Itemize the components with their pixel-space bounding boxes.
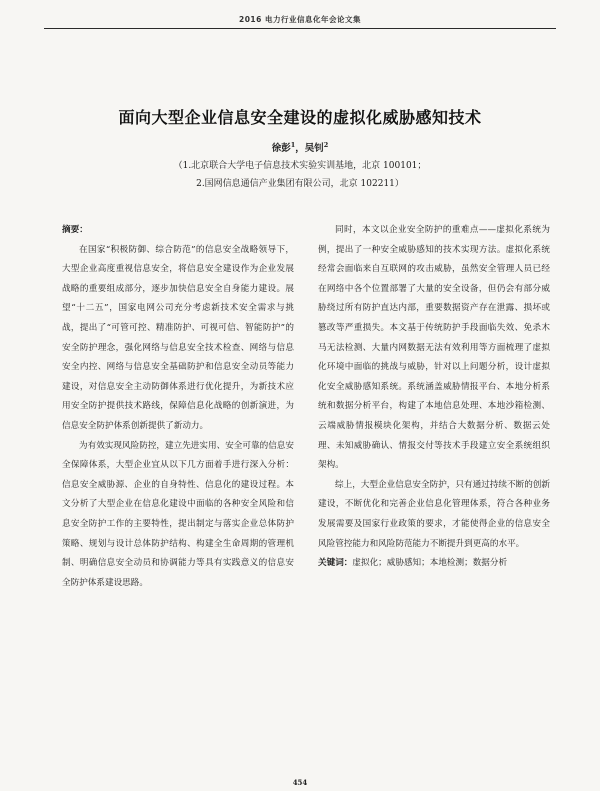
text-column-right [318, 221, 550, 701]
author-name: 吴钊 [304, 143, 324, 154]
abstract-heading: 摘要： [62, 225, 88, 235]
abstract-paragraph: 在国家“积极防御、综合防范”的信息安全战略领导下，大型企业高度重视信息安全，将信息安全建设作为企业发展战略的重要组成部分，逐步加快信息安全自身能力建设。展望“十二五”，国家电网公司充分考虑新技术安全需求与挑战，提出了“可管可控、精准防护、可视可信、智能防护”的安全防护理念，强化网络与信息安全技术检查、网络与信息安全内控、网络与信息安全基础防护和信息安全动员等能力建设，对信息安全主动防御体系进行优化提升，为新技术应用安全防护提供技术路线，保障信息化战略的创新演进，为信息安全防护体系创新提供了新动力。 [62, 244, 294, 431]
abstract-paragraph: 同时，本文以企业安全防护的重难点——虚拟化系统为例，提出了一种安全威胁感知的技术实现方法。虚拟化系统经常会面临来自互联网的攻击威胁，虽然安全管理人员已经在网络中各个位置部署了大量的安全设备，但仍会有部分威胁绕过所有防护直达内部，重要数据资产存在泄露、损坏或篡改等严重损失。本文基于传统防护手段面临失效、免杀木马无法检测、大量内网数据无法有效利用等方面梳理了虚拟化环境中面临的挑战与威胁，针对以上问题分析，设计虚拟化安全威胁感知系统。系统涵盖威胁情报平台、本地分析系统和数据分析平台，构建了本地信息处理、本地沙箱检测、云端威胁情报模块化架构，并结合大数据分析、数据云处理、未知威胁确认、情报交付等技术手段建立安全系统组织架构。 [318, 225, 550, 471]
author-sup: 1 [290, 140, 296, 149]
header-rule [44, 28, 556, 29]
text-column-left [62, 221, 294, 701]
paper-title: 面向大型企业信息安全建设的虚拟化威胁感知技术 [118, 108, 482, 127]
author-name: 徐彭 [271, 143, 291, 154]
running-header: 2016 电力行业信息化年会论文集 [239, 15, 361, 24]
author-line: 徐彭$^1$，吴钊$^2$ [271, 140, 329, 154]
abstract-paragraph: 为有效实现风险防控，建立先进实用、安全可靠的信息安全保障体系，大型企业宜从以下几方面着手进行深入分析：信息安全威胁源、企业的自身特性、信息化的建设过程。本文分析了大型企业在信息化建设中面临的各种安全风险和信息安全防护工作的主要特性，提出制定与落实企业总体防护策略、规划与设计总体防护结构、构建全生命周期的管理机制、明确信息安全动员和协调能力等具有实践意义的信息安全防护体系建设思路。 [62, 440, 294, 588]
abstract-paragraph: 综上，大型企业信息安全防护，只有通过持续不断的创新建设，不断优化和完善企业信息化管理体系，符合各种业务发展需要及国家行业政策的要求，才能使得企业的信息安全风险管控能力和风险防范能力不断提升到更高的水平。 [318, 479, 550, 549]
keywords-label: 关键词： [318, 558, 353, 569]
page-number: 454 [292, 778, 308, 787]
affiliation-1: （1.北京联合大学电子信息技术实验实训基地，北京 100101； [173, 161, 427, 171]
author-sup: 2 [323, 140, 329, 149]
keywords [318, 554, 550, 574]
affiliation-2: 2.国网信息通信产业集团有限公司，北京 102211） [196, 179, 404, 189]
keywords-text: 虚拟化；威胁感知；本地检测；数据分析 [352, 558, 508, 569]
